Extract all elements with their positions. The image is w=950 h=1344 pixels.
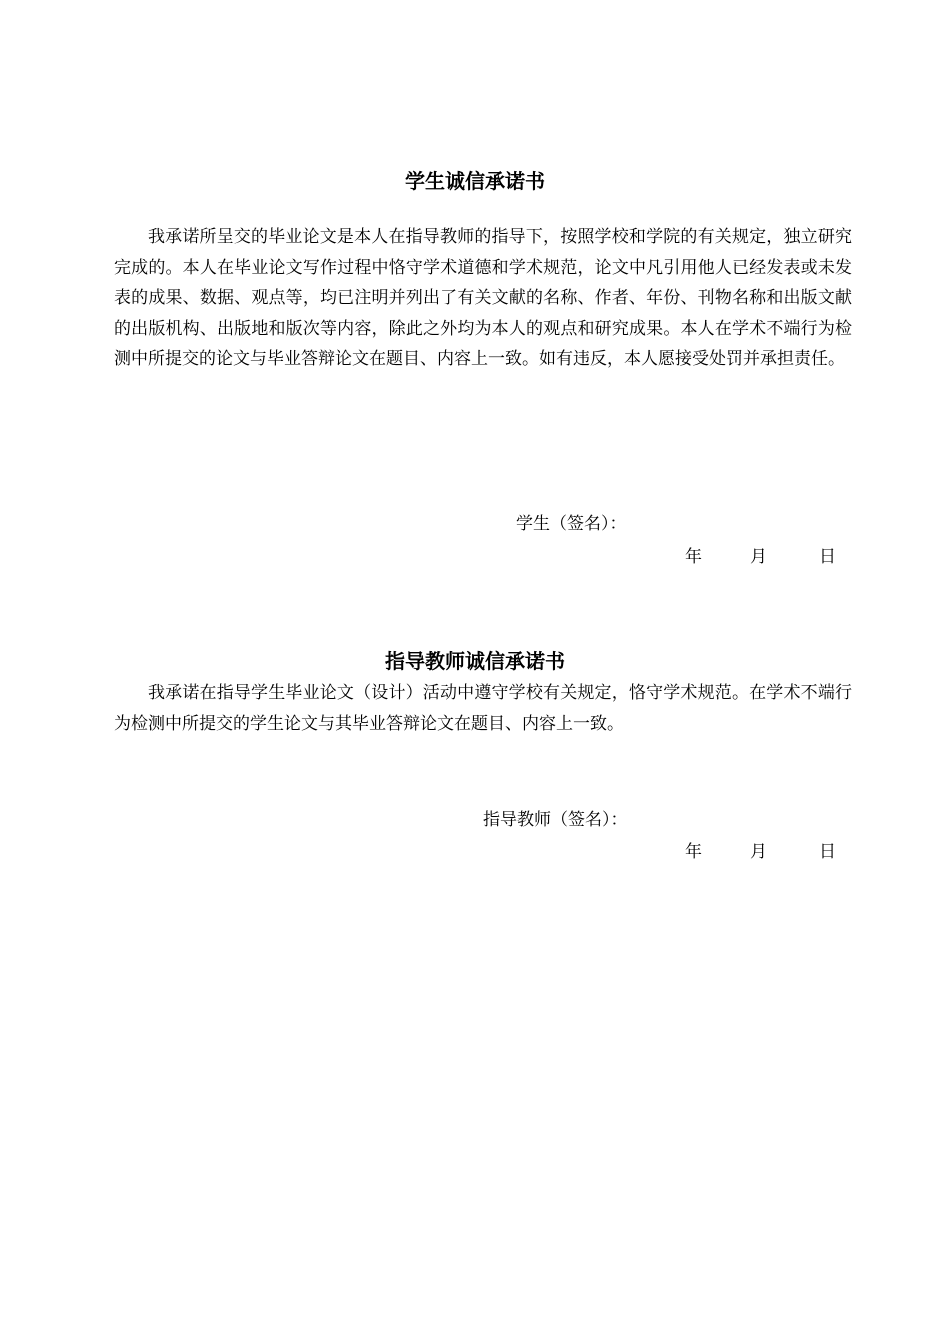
advisor-pledge-body: 我承诺在指导学生毕业论文（设计）活动中遵守学校有关规定，恪守学术规范。在学术不端行为检测中所提交的学生论文与其毕业答辩论文在题目、内容上一致。 — [114, 683, 852, 734]
student-date-line — [685, 545, 836, 569]
advisor-date-day: 日 — [819, 842, 836, 862]
advisor-signature-label: 指导教师（签名）： — [483, 810, 628, 830]
student-date-day: 日 — [819, 547, 836, 567]
student-pledge-body: 我承诺所呈交的毕业论文是本人在指导教师的指导下，按照学校和学院的有关规定，独立研究完成的。本人在毕业论文写作过程中恪守学术道德和学术规范，论文中凡引用他人已经发表或未发表的成果、数据、观点等，均已注明并列出了有关文献的名称、作者、年份、刊物名称和出版文献的出版机构、出版地和版次等内容，除此之外均为本人的观点和研究成果。本人在学术不端行为检测中所提交的论文与毕业答辩论文在题目、内容上一致。如有违反，本人愿接受处罚并承担责任。 — [114, 227, 852, 369]
student-date-year: 年 — [685, 547, 702, 567]
student-pledge-title: 学生诚信承诺书 — [405, 169, 545, 193]
advisor-date-month: 月 — [750, 842, 767, 862]
student-date-month: 月 — [750, 547, 767, 567]
advisor-pledge-title: 指导教师诚信承诺书 — [385, 649, 565, 673]
advisor-date-year: 年 — [685, 842, 702, 862]
advisor-date-line — [685, 840, 836, 864]
student-signature-label: 学生（签名）： — [516, 514, 627, 534]
